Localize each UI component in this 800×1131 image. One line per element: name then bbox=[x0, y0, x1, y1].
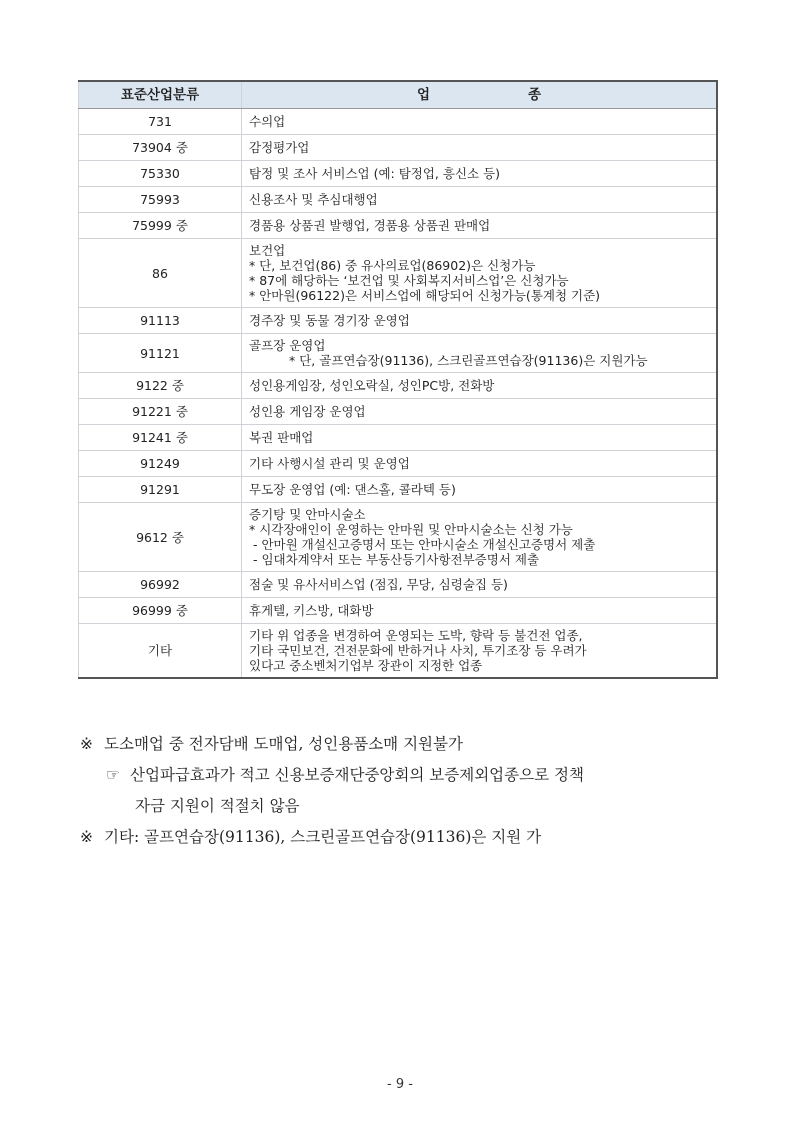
description-line: 보건업 bbox=[249, 243, 286, 258]
page-number: - 9 - bbox=[387, 1077, 413, 1092]
industry-code: 75330 bbox=[79, 161, 242, 187]
header-business-part1: 업 bbox=[416, 86, 430, 103]
business-description bbox=[242, 399, 718, 425]
description-line: 무도장 운영업 (예: 댄스홀, 콜라텍 등) bbox=[249, 482, 456, 497]
header-industry-code: 표준산업분류 bbox=[79, 81, 242, 109]
description-line: * 안마원(96122)은 서비스업에 해당되어 신청가능(통계청 기준) bbox=[249, 288, 601, 303]
excluded-industries-table bbox=[78, 80, 718, 679]
pointing-hand-icon: ☞ bbox=[106, 766, 120, 784]
table-row bbox=[79, 135, 718, 161]
description-line: 기타 국민보건, 건전문화에 반하거나 사치, 투기조장 등 우려가 bbox=[249, 643, 587, 658]
business-description bbox=[242, 477, 718, 503]
industry-code: 73904 중 bbox=[79, 135, 242, 161]
industry-code: 91291 bbox=[79, 477, 242, 503]
header-business-type bbox=[242, 81, 718, 109]
table-row bbox=[79, 213, 718, 239]
business-description bbox=[242, 334, 718, 373]
description-line: 감정평가업 bbox=[249, 140, 310, 155]
note-ecig-adult-goods bbox=[80, 733, 760, 764]
business-description bbox=[242, 213, 718, 239]
industry-code: 91113 bbox=[79, 308, 242, 334]
industry-code: 86 bbox=[79, 239, 242, 308]
table-row bbox=[79, 334, 718, 373]
table-row bbox=[79, 572, 718, 598]
note-text: 기타: 골프연습장(91136), 스크린골프연습장(91136)은 지원 가 bbox=[104, 828, 542, 846]
industry-code: 731 bbox=[79, 109, 242, 135]
note-text: 도소매업 중 전자담배 도매업, 성인용품소매 지원불가 bbox=[104, 735, 463, 753]
table-row bbox=[79, 373, 718, 399]
description-line: * 시각장애인이 운영하는 안마원 및 안마시술소는 신청 가능 bbox=[249, 522, 573, 537]
industry-code: 91121 bbox=[79, 334, 242, 373]
note-golf-practice bbox=[80, 826, 760, 857]
description-line: * 87에 해당하는 ‘보건업 및 사회복지서비스업’은 신청가능 bbox=[249, 273, 569, 288]
notes-section bbox=[80, 733, 760, 857]
business-description bbox=[242, 598, 718, 624]
table-row bbox=[79, 451, 718, 477]
industry-code: 75993 bbox=[79, 187, 242, 213]
description-line: 점술 및 유사서비스업 (점집, 무당, 심령술집 등) bbox=[249, 577, 508, 592]
industry-code: 9122 중 bbox=[79, 373, 242, 399]
description-line: - 임대차계약서 또는 부동산등기사항전부증명서 제출 bbox=[249, 552, 540, 567]
description-line: 골프장 운영업 bbox=[249, 338, 326, 353]
description-line: * 단, 골프연습장(91136), 스크린골프연습장(91136)은 지원가능 bbox=[289, 353, 648, 368]
description-line: 경주장 및 동물 경기장 운영업 bbox=[249, 313, 410, 328]
note-reason-line2: 자금 지원이 적절치 않음 bbox=[135, 797, 300, 815]
description-line: 탐정 및 조사 서비스업 (예: 탐정업, 흥신소 등) bbox=[249, 166, 501, 181]
business-description bbox=[242, 624, 718, 679]
description-line: 기타 위 업종을 변경하여 운영되는 도박, 향락 등 불건전 업종, bbox=[249, 628, 583, 643]
industry-code: 75999 중 bbox=[79, 213, 242, 239]
table-row bbox=[79, 598, 718, 624]
business-description bbox=[242, 239, 718, 308]
business-description bbox=[242, 503, 718, 572]
table-row bbox=[79, 477, 718, 503]
business-description bbox=[242, 373, 718, 399]
industry-code: 91249 bbox=[79, 451, 242, 477]
industry-code: 96999 중 bbox=[79, 598, 242, 624]
description-line: 휴게텔, 키스방, 대화방 bbox=[249, 603, 374, 618]
header-business-part2: 종 bbox=[528, 86, 542, 103]
industry-code: 기타 bbox=[79, 624, 242, 679]
description-line: 있다고 중소벤처기업부 장관이 지정한 업종 bbox=[249, 658, 483, 673]
description-line: 성인용 게임장 운영업 bbox=[249, 404, 366, 419]
description-line: - 안마원 개설신고증명서 또는 안마시술소 개설신고증명서 제출 bbox=[249, 537, 596, 552]
table-row bbox=[79, 239, 718, 308]
business-description bbox=[242, 572, 718, 598]
description-line: 신용조사 및 추심대행업 bbox=[249, 192, 378, 207]
note-reason-continued bbox=[80, 795, 760, 826]
business-description bbox=[242, 109, 718, 135]
description-line: * 단, 보건업(86) 중 유사의료업(86902)은 신청가능 bbox=[249, 258, 536, 273]
description-line: 복권 판매업 bbox=[249, 430, 314, 445]
business-description bbox=[242, 135, 718, 161]
reference-mark-icon: ※ bbox=[80, 828, 93, 846]
business-description bbox=[242, 425, 718, 451]
description-line: 수의업 bbox=[249, 114, 286, 129]
table-row bbox=[79, 161, 718, 187]
business-description bbox=[242, 308, 718, 334]
table-header-row bbox=[79, 81, 718, 109]
description-line: 경품용 상품권 발행업, 경품용 상품권 판매업 bbox=[249, 218, 491, 233]
business-description bbox=[242, 161, 718, 187]
note-reason-line1: 산업파급효과가 적고 신용보증재단중앙회의 보증제외업종으로 정책 bbox=[130, 766, 584, 784]
description-line: 기타 사행시설 관리 및 운영업 bbox=[249, 456, 410, 471]
industry-code: 9612 중 bbox=[79, 503, 242, 572]
table-row bbox=[79, 425, 718, 451]
description-line: 성인용게임장, 성인오락실, 성인PC방, 전화방 bbox=[249, 378, 495, 393]
table-row bbox=[79, 109, 718, 135]
table-row bbox=[79, 399, 718, 425]
description-line: 증기탕 및 안마시술소 bbox=[249, 507, 366, 522]
business-description bbox=[242, 451, 718, 477]
table-row bbox=[79, 624, 718, 679]
table-row bbox=[79, 187, 718, 213]
industry-code: 96992 bbox=[79, 572, 242, 598]
industry-code: 91221 중 bbox=[79, 399, 242, 425]
table-row bbox=[79, 503, 718, 572]
business-description bbox=[242, 187, 718, 213]
industry-code: 91241 중 bbox=[79, 425, 242, 451]
note-reason bbox=[80, 764, 760, 795]
reference-mark-icon: ※ bbox=[80, 735, 93, 753]
table-row bbox=[79, 308, 718, 334]
